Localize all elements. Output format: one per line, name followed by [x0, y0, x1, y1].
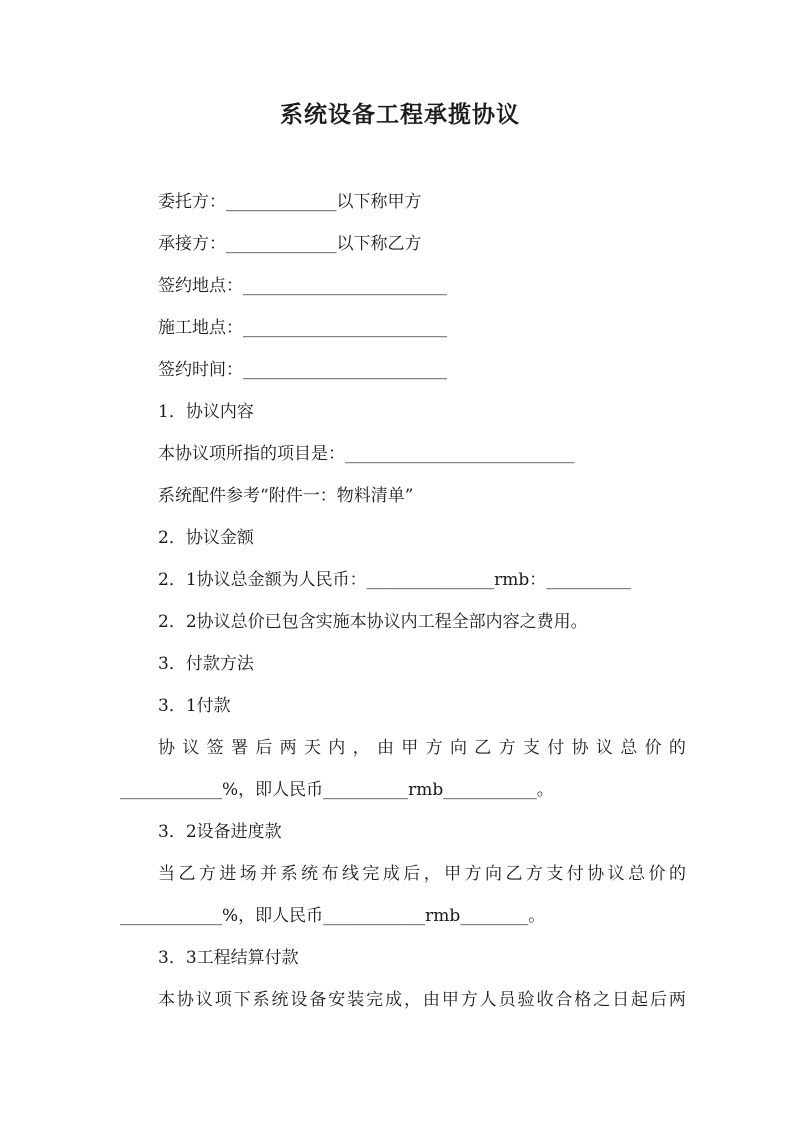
subsection-heading-3-3: 3．3工程结算付款: [158, 948, 299, 968]
contractor-line: 承接方：_____________以下称乙方: [158, 234, 422, 254]
sign-place-line: 签约地点：________________________: [158, 276, 447, 296]
amount-note-line: 2．2协议总价已包含实施本协议内工程全部内容之费用。: [158, 612, 588, 632]
section-heading-1: 1．协议内容: [158, 402, 254, 422]
section-heading-2: 2．协议金额: [158, 528, 254, 548]
project-line: 本协议项所指的项目是：___________________________: [158, 444, 575, 464]
payment-1-line-b: ____________%，即人民币__________rmb___________。: [120, 780, 554, 800]
subsection-heading-3-2: 3．2设备进度款: [158, 822, 282, 842]
payment-1-line-a: 协 议 签 署 后 两 天 内 ， 由 甲 方 向 乙 方 支 付 协 议 总 价 的: [158, 738, 686, 758]
payment-2-line-a: 当 乙 方 进 场 并 系 统 布 线 完 成 后 ， 甲 方 向 乙 方 支 付 协 议 总 价 的: [158, 864, 686, 884]
payment-2-line-b: ____________%，即人民币____________rmb________。: [120, 906, 546, 926]
document-title: 系统设备工程承揽协议: [280, 101, 520, 128]
section-heading-3: 3．付款方法: [158, 654, 254, 674]
settlement-line: 本 协 议 项 下 系 统 设 备 安 装 完 成 ， 由 甲 方 人 员 验 收 合 格 之 日 起 后 两: [158, 990, 686, 1010]
subsection-heading-3-1: 3．1付款: [158, 696, 231, 716]
client-line: 委托方：_____________以下称甲方: [158, 192, 422, 212]
parts-reference-line: 系统配件参考“附件一：物料清单”: [158, 486, 414, 506]
amount-line: 2．1协议总金额为人民币：_______________rmb：__________: [158, 570, 632, 590]
sign-time-line: 签约时间：________________________: [158, 360, 447, 380]
work-place-line: 施工地点：________________________: [158, 318, 447, 338]
